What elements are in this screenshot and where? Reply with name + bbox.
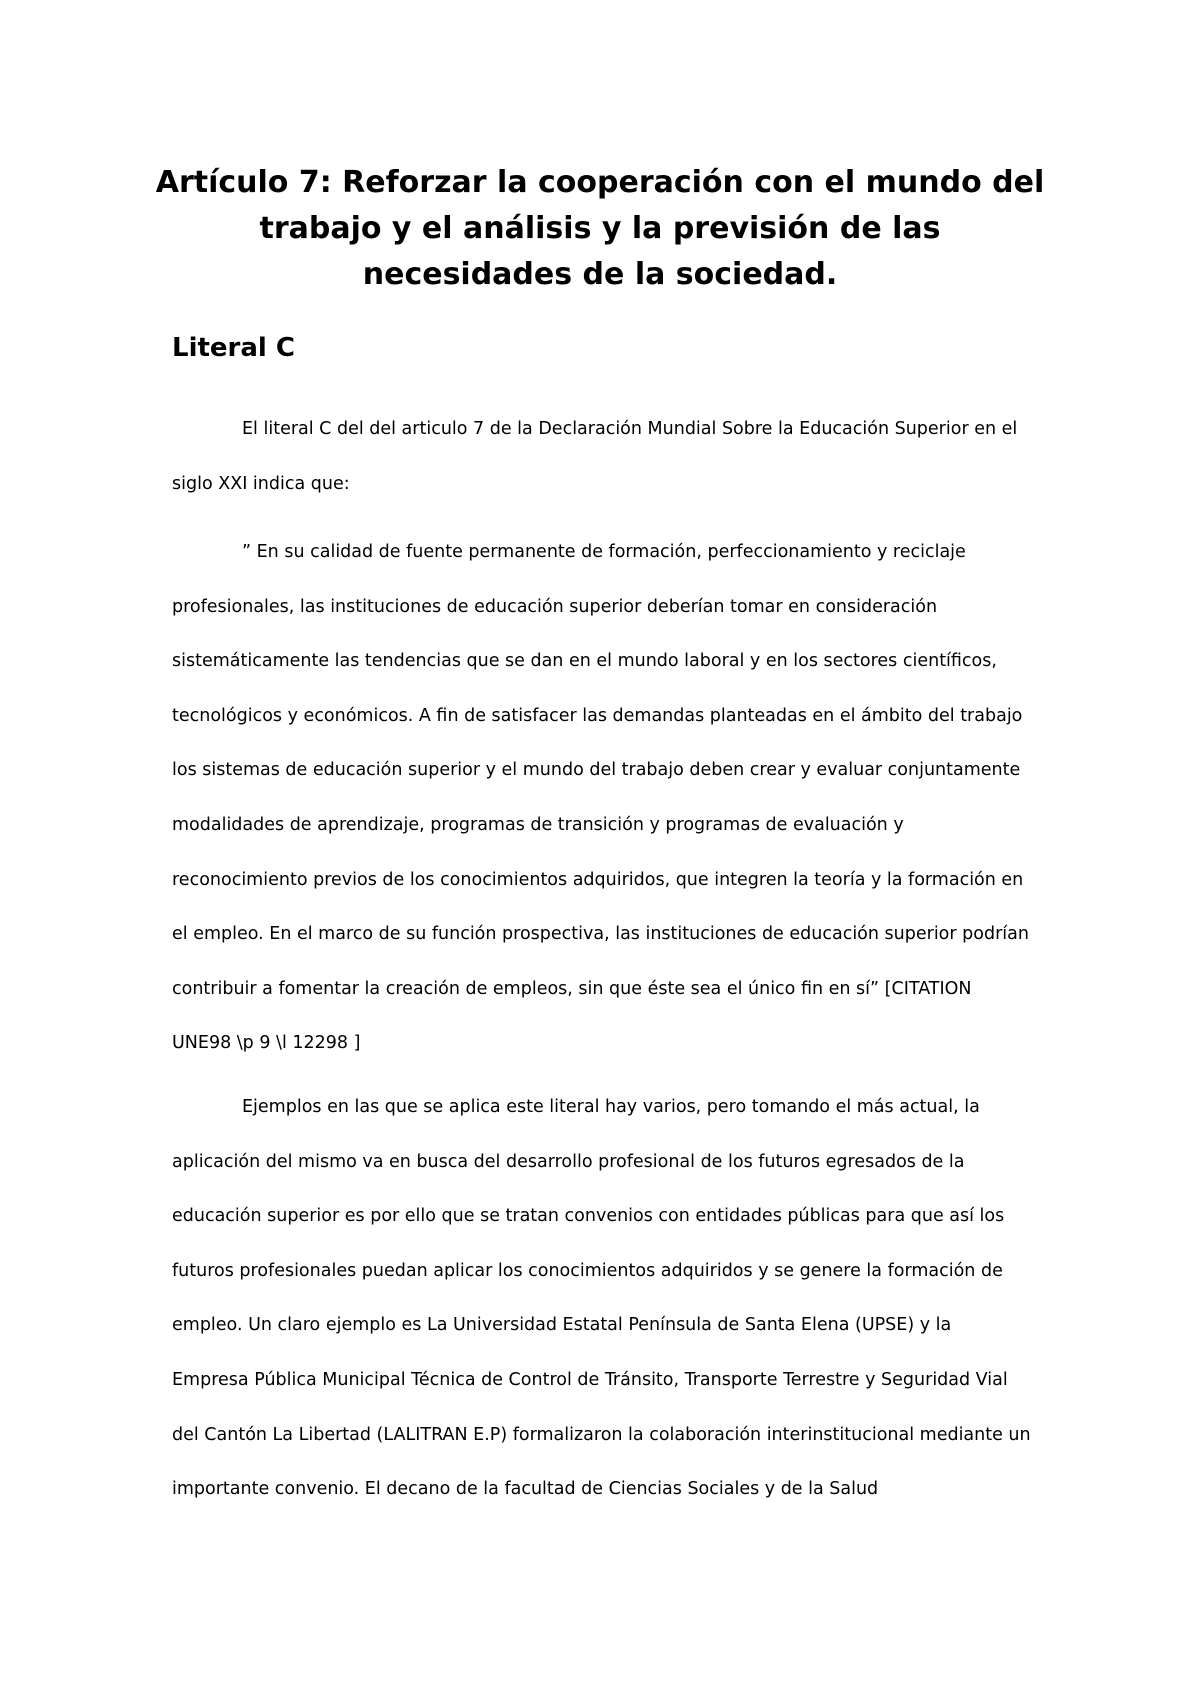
body-paragraph-examples: Ejemplos en las que se aplica este literal hay varios, pero tomando el más actual, la aplicación del mismo va en busca del desarrollo profesional de los futuros egresados de la educación superior es por ello que se tratan convenios con entidades públicas para que así los futuros profesionales puedan aplicar los conocimientos adquiridos y se genere la formación de empleo. Un claro ejemplo es La Universidad Estatal Península de Santa Elena (UPSE) y la Empresa Pública Municipal Técnica de Control de Tránsito, Transporte Terrestre y Seguridad Vial del Cantón La Libertad (LALITRAN E.P) formalizaron la colaboración interinstitucional mediante un importante convenio. El decano de la facultad de Ciencias Sociales y de la Salud bbox=[172, 1097, 1031, 1500]
body-paragraph-intro: El literal C del del articulo 7 de la Declaración Mundial Sobre la Educación Superior en el siglo XXI indica que: bbox=[172, 419, 1018, 494]
document-title: Artículo 7: Reforzar la cooperación con el mundo del trabajo y el análisis y la previsión de las necesidades de la sociedad. bbox=[155, 165, 1045, 292]
body-paragraph-quote: ” En su calidad de fuente permanente de formación, perfeccionamiento y reciclaje profesionales, las instituciones de educación superior deberían tomar en consideración sistemáticamente las tendencias que se dan en el mundo laboral y en los sectores científicos, tecnológicos y económicos. A fin de satisfacer las demandas planteadas en el ámbito del trabajo los sistemas de educación superior y el mundo del trabajo deben crear y evaluar conjuntamente modalidades de aprendizaje, programas de transición y programas de evaluación y reconocimiento previos de los conocimientos adquiridos, que integren la teoría y la formación en el empleo. En el marco de su función prospectiva, las instituciones de educación superior podrían contribuir a fomentar la creación de empleos, sin que éste sea el único fin en sí” [CITATION UNE98 \p 9 \l 12298 ] bbox=[172, 542, 1029, 1054]
section-heading: Literal C bbox=[172, 333, 295, 363]
